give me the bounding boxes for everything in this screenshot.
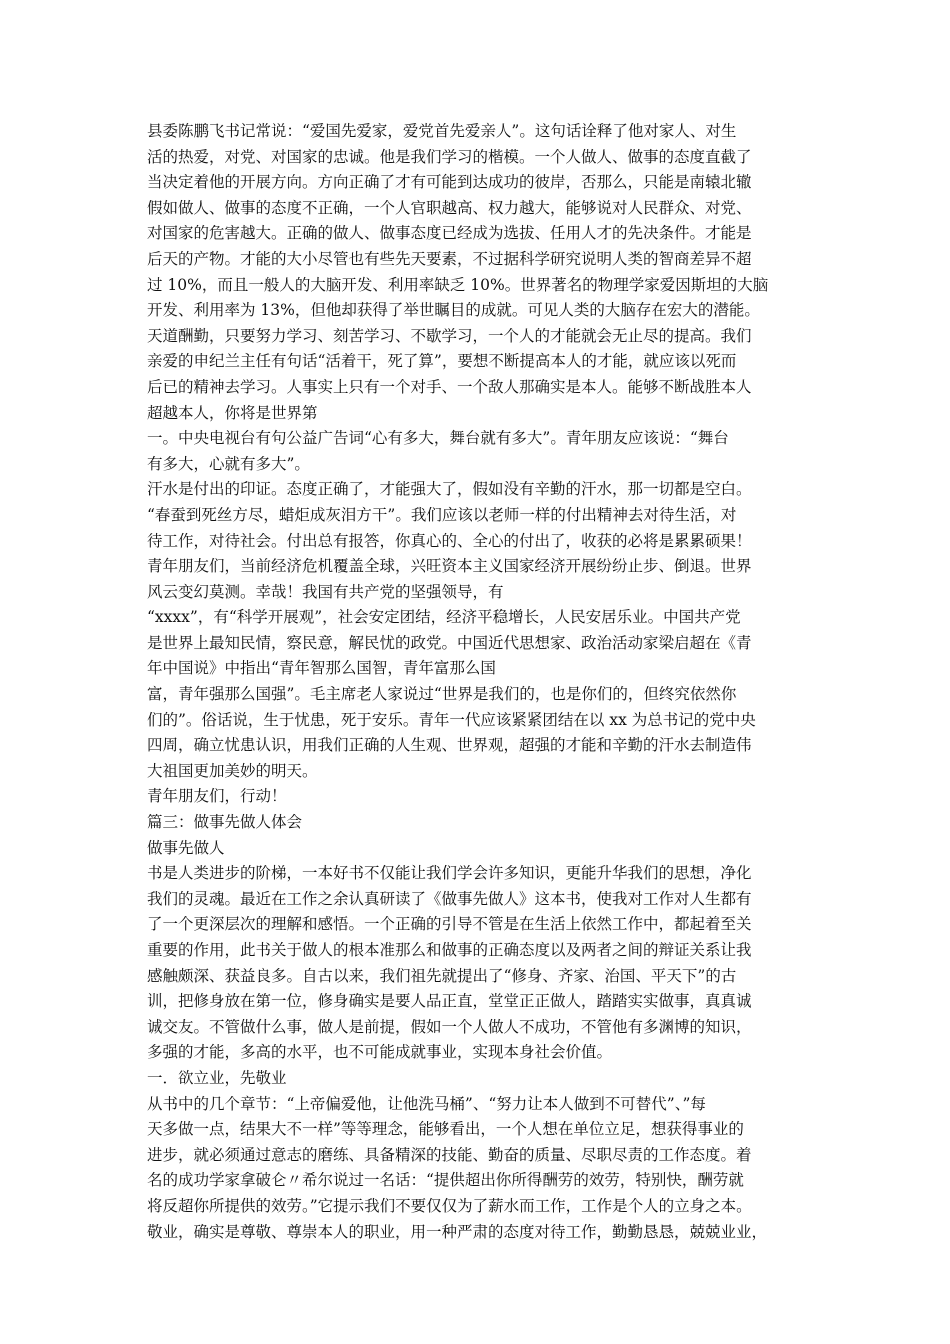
text-line: 汗水是付出的印证。态度正确了，才能强大了，假如没有辛勤的汗水，那一切都是空白。 — [147, 480, 752, 499]
text-line: 后已的精神去学习。人事实上只有一个对手、一个敌人那确实是本人。能够不断战胜本人 — [147, 377, 752, 396]
text-line: 诚交友。不管做什么事，做人是前提，假如一个人做人不成功，不管他有多渊博的知识， — [147, 1017, 752, 1036]
text-line: 将反超你所提供的效劳。”它提示我们不要仅仅为了薪水而工作，工作是个人的立身之本。 — [147, 1196, 752, 1215]
text-line: “春蚕到死丝方尽，蜡炬成灰泪方干”。我们应该以老师一样的付出精神去对待生活，对 — [147, 505, 737, 524]
text-line: “xxxx”，有“科学开展观”，社会安定团结，经济平稳增长，人民安居乐业。中国共产党 — [147, 608, 741, 627]
text-line: 多强的才能，多高的水平，也不可能成就事业，实现本身社会价值。 — [147, 1043, 613, 1062]
text-line: 一．欲立业，先敬业 — [147, 1068, 287, 1087]
text-line: 从书中的几个章节：“上帝偏爱他，让他洗马桶”、“努力让本人做到不可替代”、”每 — [147, 1094, 706, 1113]
text-line: 名的成功学家拿破仑〃希尔说过一名话：“提供超出你所得酬劳的效劳，特别快，酬劳就 — [147, 1171, 744, 1190]
text-line: 富，青年强那么国强”。毛主席老人家说过“世界是我们的，也是你们的，但终究依然你 — [147, 685, 737, 704]
text-line: 后天的产物。才能的大小尽管也有些先天要素，不过据科学研究说明人类的智商差异不超 — [147, 249, 752, 268]
text-line: 训，把修身放在第一位，修身确实是要人品正直，堂堂正正做人，踏踏实实做事，真真诚 — [147, 992, 752, 1011]
text-line: 我们的灵魂。最近在工作之余认真研读了《做事先做人》这本书，使我对工作对人生都有 — [147, 889, 752, 908]
text-line: 待工作，对待社会。付出总有报答，你真心的、全心的付出了，收获的必将是累累硕果！ — [147, 531, 752, 550]
text-line: 年中国说》中指出“青年智那么国智，青年富那么国 — [147, 659, 496, 678]
text-line: 敬业，确实是尊敬、尊崇本人的职业，用一种严肃的态度对待工作，勤勤恳恳，兢兢业业， — [147, 1222, 768, 1241]
text-line: 重要的作用，此书关于做人的根本准那么和做事的正确态度以及两者之间的辩证关系让我 — [147, 941, 752, 959]
text-line: 开发、利用率为 13%，但他却获得了举世瞩目的成就。可见人类的大脑存在宏大的潜能。 — [147, 301, 760, 320]
text-line: 做事先做人 — [147, 838, 225, 857]
text-line: 当决定着他的开展方向。方向正确了才有可能到达成功的彼岸，否那么，只能是南辕北辙 — [147, 173, 752, 192]
text-line: 了一个更深层次的理解和感悟。一个正确的引导不管是在生活上依然工作中，都起着至关 — [147, 915, 752, 934]
text-line: 亲爱的申纪兰主任有句话“活着干，死了算”，要想不断提高本人的才能，就应该以死而 — [147, 352, 737, 371]
text-line: 四周，确立忧患认识，用我们正确的人生观、世界观，超强的才能和辛勤的汗水去制造伟 — [147, 736, 752, 755]
text-line: 超越本人，你将是世界第 — [147, 403, 318, 422]
text-line: 进步，就必须通过意志的磨练、具备精深的技能、勤奋的质量、尽职尽责的工作态度。着 — [147, 1145, 752, 1164]
text-line: 县委陈鹏飞书记常说：“爱国先爱家，爱党首先爱亲人”。这句话诠释了他对家人、对生 — [147, 122, 737, 140]
text-line: 大祖国更加美妙的明天。 — [147, 761, 318, 780]
text-line: 活的热爱，对党、对国家的忠诚。他是我们学习的楷模。一个人做人、做事的态度直截了 — [147, 147, 752, 166]
text-line: 是世界上最知民情，察民意，解民忧的政党。中国近代思想家、政治活动家梁启超在《青 — [147, 633, 752, 652]
text-line: 风云变幻莫测。幸哉！我国有共产党的坚强领导，有 — [147, 582, 504, 601]
text-line: 天道酬勤，只要努力学习、刻苦学习、不歇学习，一个人的才能就会无止尽的提高。我们 — [147, 326, 752, 345]
text-line: 篇三：做事先做人体会 — [147, 813, 303, 832]
text-line: 青年朋友们，当前经济危机覆盖全球，兴旺资本主义国家经济开展纷纷止步、倒退。世界 — [147, 557, 752, 576]
text-line: 天多做一点，结果大不一样”等等理念，能够看出，一个人想在单位立足，想获得事业的 — [147, 1120, 744, 1139]
text-line: 对国家的危害越大。正确的做人、做事态度已经成为选拔、任用人才的先决条件。才能是 — [147, 224, 752, 243]
text-line: 一。中央电视台有句公益广告词“心有多大，舞台就有多大”。青年朋友应该说：“舞台 — [147, 429, 729, 448]
text-line: 青年朋友们，行动！ — [147, 787, 287, 806]
text-line: 书是人类进步的阶梯，一本好书不仅能让我们学会许多知识，更能升华我们的思想，净化 — [147, 864, 752, 883]
text-line: 感触颇深、获益良多。自古以来，我们祖先就提出了“修身、齐家、治国、平天下”的古 — [147, 966, 737, 985]
text-line: 假如做人、做事的态度不正确，一个人官职越高、权力越大，能够说对人民群众、对党、 — [147, 198, 752, 217]
document-body — [147, 119, 827, 1245]
text-line: 有多大，心就有多大”。 — [147, 454, 310, 473]
text-line: 过 10%，而且一般人的大脑开发、利用率缺乏 10%。世界著名的物理学家爱因斯坦的大脑 — [147, 275, 769, 294]
text-line: 们的”。俗话说，生于忧患，死于安乐。青年一代应该紧紧团结在以 xx 为总书记的党中央 — [147, 710, 756, 729]
